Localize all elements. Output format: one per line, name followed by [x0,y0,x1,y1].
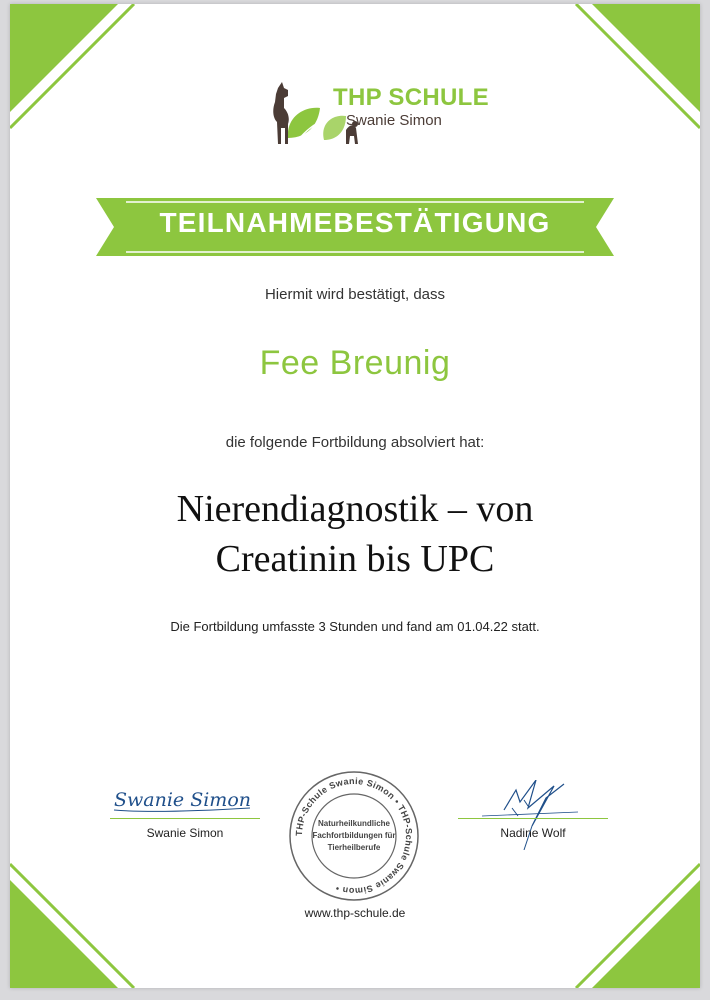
certificate-page [10,4,700,988]
signature-left-script: Swanie Simon [114,789,251,811]
corner-decoration-bottom-right [570,858,700,988]
logo-title: THP SCHULE [333,84,489,111]
seal-line1: Naturheilkundliche [317,819,391,828]
logo-subtitle: Swanie Simon [346,112,442,129]
intro-text: Hiermit wird bestätigt, dass [264,286,446,303]
corner-decoration-top-right [570,4,700,134]
seal-ring-text: THP-Schule Swanie Simon • THP-Schule Swanie Simon • [293,775,415,897]
lead-text: die folgende Fortbildung absolviert hat: [225,434,485,451]
handwritten-signature-swanie-simon [110,780,260,816]
corner-decoration-top-left [10,4,140,134]
school-logo [258,78,489,158]
signature-right-line [458,818,608,819]
course-title-line2: Creatinin bis UPC [215,538,495,580]
course-title [10,484,700,584]
signature-left-line [110,818,260,819]
website-url: www.thp-schule.de [304,906,406,920]
signature-right-name: Nadine Wolf [500,826,566,840]
signature-right [458,780,608,850]
signature-left [110,780,260,850]
course-details: Die Fortbildung umfasste 3 Stunden und fand am 01.04.22 statt. [170,619,540,634]
course-title-line1: Nierendiagnostik – von [176,488,534,530]
certificate-heading: TEILNAHMEBESTÄTIGUNG [159,207,551,238]
seal-line2: Fachfortbildungen für [312,831,396,840]
participant-name: Fee Breunig [259,344,451,382]
school-seal-stamp [286,768,422,904]
signature-left-name: Swanie Simon [146,826,224,840]
seal-line3: Tierheilberufe [327,843,381,852]
corner-decoration-bottom-left [10,858,140,988]
